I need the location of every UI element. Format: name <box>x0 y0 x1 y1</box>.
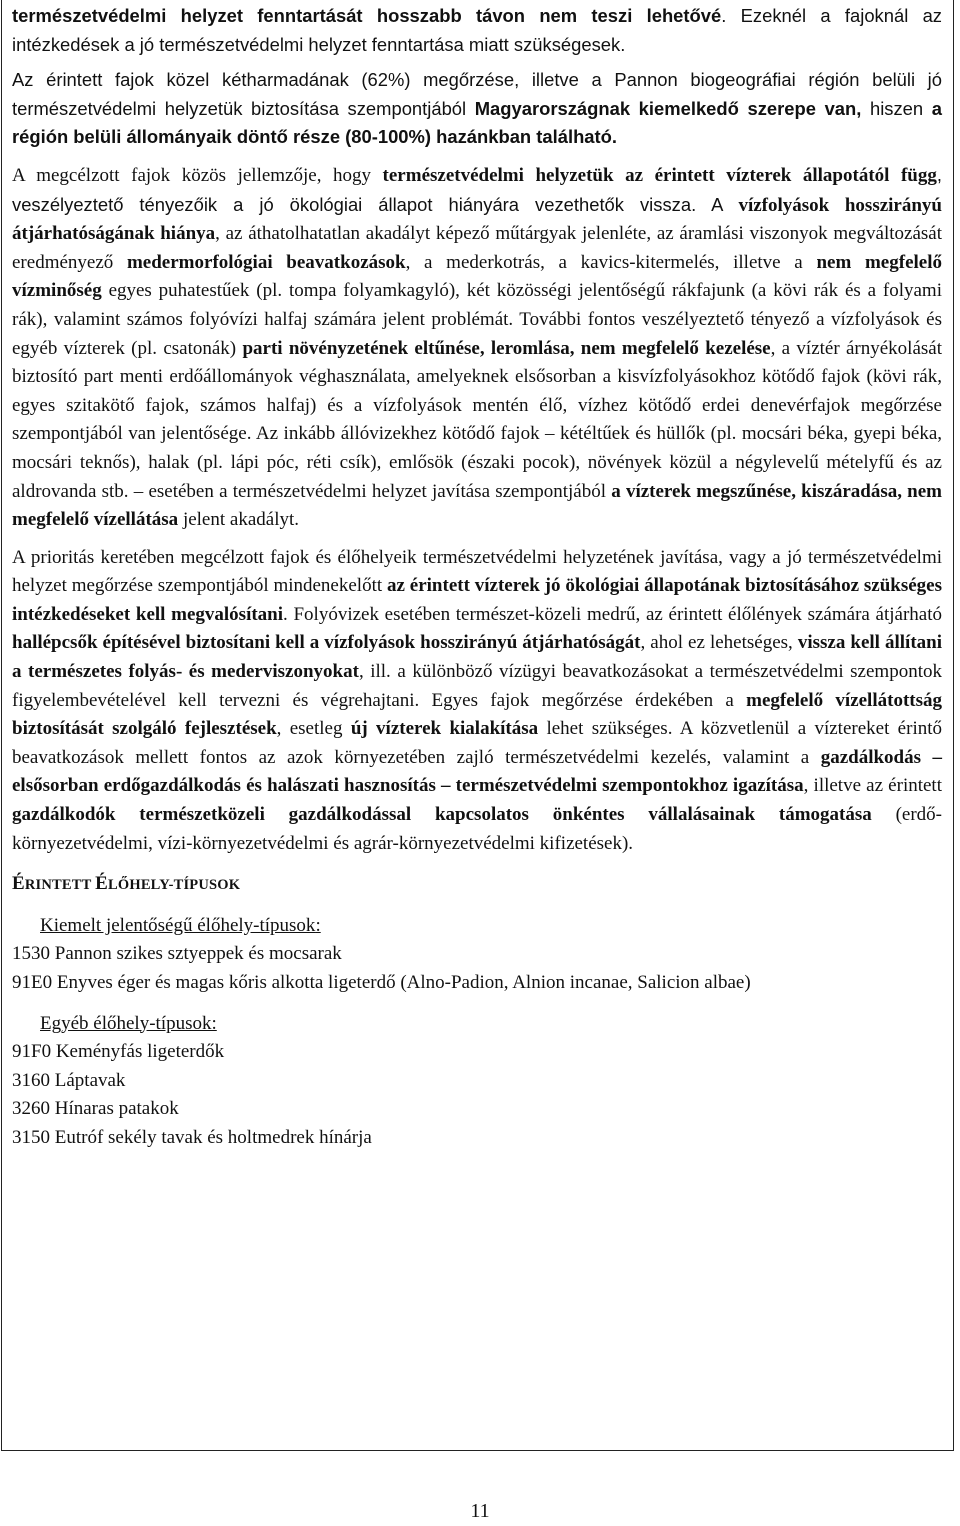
p3-s4: hallépcsők építésével biztosítani kell a vízfolyások hosszirányú átjárhatóságát <box>12 632 641 654</box>
heading-initial-1: É <box>12 873 25 895</box>
heading-rest-1: RINTETT <box>24 877 96 894</box>
egyeb-colon: : <box>211 1012 217 1034</box>
p3-s1: A prioritás keretében megcélzott fajok és élőhelyeik természetvédelmi helyzetének javítása, vagy a jó természetvédelmi helyzet megőrzése szempontjából mindenekelőtt <box>12 546 942 597</box>
page-number: 11 <box>470 1500 490 1522</box>
paragraph-3 <box>12 544 942 859</box>
list-item: 3260 Hínaras patakok <box>12 1098 179 1120</box>
p2-s5: , az áthatolhatatlan akadályt képező műtárgyak jelenléte, az áramlási viszonyok megváltozását eredményező <box>12 223 943 273</box>
p3-s15: (erdő-környezetvédelmi, vízi-környezetvédelmi és agrár-környezetvédelmi kifizetések). <box>12 804 942 854</box>
p2-s7: , a mederkotrás, a kavics-kitermelés, illetve a <box>405 251 817 273</box>
p1-bold-d: a régión belüli állományaik döntő része (80-100%) hazánkban található. <box>12 97 942 148</box>
p3-s13: , illetve az érintett <box>803 775 942 797</box>
p2-s6: medermorfológiai beavatkozások <box>126 251 406 273</box>
egyeb-label <box>12 1010 942 1039</box>
paragraph-2 <box>12 161 942 535</box>
p3-s6: vissza kell állítani a természetes folyás- és mederviszonyokat <box>12 632 942 683</box>
kiemelt-colon: : <box>315 914 321 936</box>
kiemelt-label <box>12 912 942 941</box>
p3-s10: új vízterek kialakítása <box>350 718 539 740</box>
p2-s1: A megcélzott fajok közös jellemzője, hogy <box>12 164 383 186</box>
p2-s4: vízfolyások hosszirányú átjárhatóságának hiánya <box>12 194 942 245</box>
p3-s5: , ahol ez lehetséges, <box>640 632 798 654</box>
p2-s12: a vízterek megszűnése, kiszáradása, nem megfelelő vízellátása <box>12 480 943 531</box>
p2-s13: jelent akadályt. <box>178 509 299 531</box>
list-item: 1530 Pannon szikes sztyeppek és mocsarak <box>12 943 342 965</box>
p0-text: . Ezeknél a fajoknál az intézkedések a jó természetvédelmi helyzet fenntartása miatt szükségesek. <box>12 5 943 55</box>
p2-s2: természetvédelmi helyzetük az érintett vízterek állapotától függ <box>382 164 937 186</box>
p1-text-c: hiszen <box>861 97 932 119</box>
p2-s11: , a víztér árnyékolását biztosító part menti erdőállományok véghasználata, amelyeknek elsősorban a kisvízfolyásokhoz kötődő fajok (kövi rák, egyes szitakötő fajok, számos halfaj) és a vízfolyások mentén élő, vízhez kötődő erdei denevérfajok megőrzése szempontjából van jelentősége. Az inkább állóvizekhez kötődő fajok – kétéltűek és hüllők (pl. mocsári béka, gyepi béka, mocsári teknős), halak (pl. lápi póc, réti csík), emlősök (északi pocok), növények közül a négylevelű mételyfű és az aldrovanda stb. – esetében a természetvédelmi helyzet javítása szempontjából <box>12 337 942 502</box>
p3-s11: lehet szükséges. A közvetlenül a víztereket érintő beavatkozások mellett fontos az azok környezetében zajló természetvédelmi kezelés, valamint a <box>12 718 942 768</box>
p2-s9: egyes puhatestűek (pl. tompa folyamkagyló), két közösségi jelentőségű rákfajunk (a kövi rák és a folyami rák), valamint számos folyóvízi halfaj számára jelent problémát. További fontos veszélyeztető tényező a vízfolyások és egyéb vízterek (pl. csatonák) <box>12 280 942 359</box>
kiemelt-label-text: Kiemelt jelentőségű élőhely-típusok <box>40 914 316 936</box>
p2-s3: , veszélyeztető tényezőik a jó ökológiai állapot hiányára vezethetők vissza. A <box>12 163 942 215</box>
section-heading <box>12 870 942 900</box>
heading-rest-2: LŐHELY-TÍPUSOK <box>107 877 241 894</box>
p1-text-a: Az érintett fajok közel kétharmadának (62%) megőrzése, illetve a Pannon biogeográfiai régión belüli jó természetvédelmi helyzetük biztosítása szempontjából <box>12 69 942 119</box>
list-item: 91F0 Keményfás ligeterdők <box>12 1041 225 1063</box>
list-item: 91E0 Enyves éger és magas kőris alkotta ligeterdő (Alno-Padion, Alnion incanae, Salicion albae) <box>12 972 751 993</box>
document-body <box>12 2 942 1153</box>
p2-s10: parti növényzetének eltűnése, leromlása, nem megfelelő kezelése <box>242 337 771 359</box>
p0-bold: természetvédelmi helyzet fenntartását hosszabb távon nem teszi lehetővé <box>12 5 722 26</box>
p3-s9: , esetleg <box>276 718 351 740</box>
p1-bold-b: Magyarországnak kiemelkedő szerepe van, <box>474 97 862 119</box>
list-item: 3150 Eutróf sekély tavak és holtmedrek hínárja <box>12 1126 372 1148</box>
p3-s7: , ill. a különböző vízügyi beavatkozásokat a természetvédelmi szempontok figyelembevételével kell tervezni és végrehajtani. Egyes fajok megőrzése érdekében a <box>12 661 942 711</box>
paragraph-0 <box>12 2 942 59</box>
p3-s2: az érintett vízterek jó ökológiai állapotának biztosításához szükséges intézkedéseket kell megvalósítani <box>12 575 942 625</box>
p3-s3: . Folyóvizek esetében természet-közeli medrű, az érintett élőlények számára átjárható <box>283 603 942 625</box>
p3-s8: megfelelő vízellátottság biztosítását szolgáló fejlesztések <box>12 689 942 740</box>
list-item: 3160 Láptavak <box>12 1069 126 1091</box>
p3-s12: gazdálkodás – elsősorban erdőgazdálkodás és halászati hasznosítás – természetvédelmi szempontokhoz igazítása <box>12 746 943 797</box>
paragraph-1 <box>12 66 942 152</box>
p2-s8: nem megfelelő vízminőség <box>12 251 942 302</box>
p3-s14: gazdálkodók természetközeli gazdálkodással kapcsolatos önkéntes vállalásainak támogatása <box>12 804 872 826</box>
heading-initial-2: É <box>95 873 108 895</box>
egyeb-label-text: Egyéb élőhely-típusok <box>40 1012 212 1034</box>
